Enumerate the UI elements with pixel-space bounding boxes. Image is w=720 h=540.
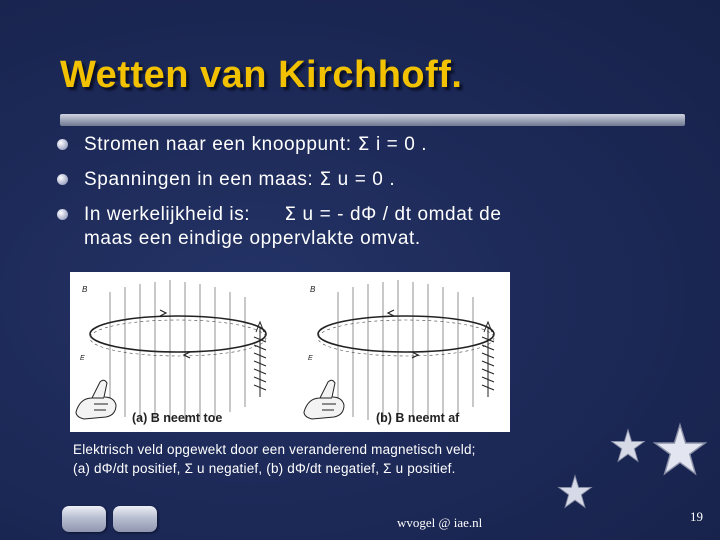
sigma-symbol: Σ — [357, 133, 371, 155]
panel-b — [304, 280, 494, 425]
sigma-symbol: Σ — [319, 168, 332, 190]
star-icon — [610, 428, 646, 464]
figure-label-b: (b) B neemt af — [376, 411, 460, 425]
bullet-item — [56, 132, 676, 157]
bullet-dot-icon — [57, 209, 68, 220]
bullet-text-continued: maas een eindige oppervlakte omvat. — [84, 228, 421, 249]
slide-title: Wetten van Kirchhoff. — [60, 54, 463, 96]
bullet-text: Stromen naar een knooppunt: — [84, 134, 358, 155]
bullet-text: Spanningen in een maas: — [84, 169, 320, 190]
bullet-text: u = - dΦ / dt omdat de — [296, 204, 502, 225]
figure-caption — [73, 440, 633, 478]
bullet-dot-icon — [57, 174, 68, 185]
bullet-text: i = 0 . — [370, 134, 428, 155]
bullet-item — [56, 167, 676, 192]
bullet-text: In werkelijkheid is: — [84, 204, 257, 225]
panel-a — [76, 280, 266, 425]
bullet-list — [56, 132, 676, 251]
figure-label-a: (a) B neemt toe — [132, 411, 223, 425]
star-icon — [652, 422, 708, 478]
footer-author: wvogel @ iae.nl — [397, 515, 483, 530]
label-E-b: E — [308, 355, 313, 362]
page-number: 19 — [690, 509, 703, 524]
figure-svg — [70, 272, 510, 432]
caption-line-2: (a) dΦ/dt positief, Σ u negatief, (b) dΦ/dt negatief, Σ u positief. — [73, 461, 456, 476]
bullet-text: u = 0 . — [331, 169, 396, 190]
nav-previous-button[interactable] — [62, 506, 106, 532]
label-B-a: B — [82, 285, 88, 294]
caption-line-1: Elektrisch veld opgewekt door een veranderend magnetisch veld; — [73, 442, 476, 457]
label-E-a: E — [80, 355, 85, 362]
faraday-figure — [70, 272, 510, 432]
label-B-b: B — [310, 285, 316, 294]
title-underline-bar — [60, 114, 685, 126]
sigma-symbol: Σ — [284, 203, 297, 225]
bullet-item — [56, 202, 676, 251]
bullet-dot-icon — [57, 139, 68, 150]
star-icon — [557, 474, 593, 510]
nav-next-button[interactable] — [113, 506, 157, 532]
